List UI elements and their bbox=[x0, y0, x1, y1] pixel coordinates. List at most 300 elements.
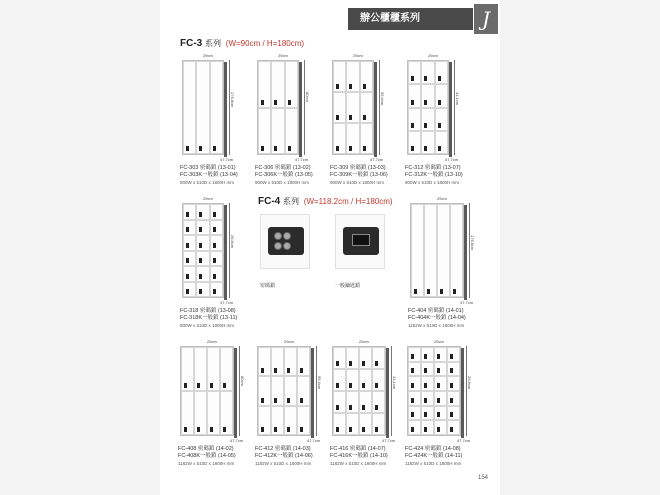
locker-door bbox=[258, 61, 271, 108]
model-combo-lock: FC-416 密碼鎖 (14-07) bbox=[330, 446, 386, 452]
locker-door bbox=[421, 362, 434, 377]
fc404-cabinet-body bbox=[410, 203, 464, 298]
model-dimensions: 1182W x 510D x 1800H mm bbox=[405, 461, 462, 466]
locker-door bbox=[450, 204, 463, 297]
model-dimensions: 1182W x 510D x 1800H mm bbox=[408, 323, 465, 328]
locker-door bbox=[333, 61, 346, 92]
lock-icon bbox=[336, 115, 339, 120]
model-combo-lock: FC-309 密碼鎖 (13-03) bbox=[330, 165, 386, 171]
locker-door bbox=[447, 420, 460, 435]
lock-icon bbox=[213, 212, 216, 217]
model-dimensions: 900W x 510D x 1800H mm bbox=[180, 323, 235, 328]
locker-door bbox=[183, 282, 196, 298]
lock-icon bbox=[199, 212, 202, 217]
lock-icon bbox=[186, 274, 189, 279]
locker-door bbox=[285, 61, 298, 108]
header bbox=[160, 0, 500, 39]
lock-icon bbox=[450, 383, 453, 388]
lock-icon bbox=[186, 258, 189, 263]
locker-door bbox=[346, 369, 359, 391]
fc412-caption bbox=[255, 446, 313, 467]
lock-icon bbox=[199, 146, 202, 151]
width-dimension-label: 29cm bbox=[207, 339, 217, 344]
locker-door bbox=[258, 406, 271, 435]
lock-icon bbox=[411, 398, 414, 403]
lock-icon bbox=[437, 383, 440, 388]
combo-lock-icon bbox=[268, 227, 304, 255]
model-key-lock: FC-318K一般鎖 (13-11) bbox=[180, 315, 238, 321]
locker-door bbox=[360, 61, 373, 92]
fc4-suffix: 系列 bbox=[283, 197, 300, 206]
locker-door bbox=[284, 347, 297, 376]
locker-door bbox=[435, 84, 448, 107]
lock-icon bbox=[411, 123, 414, 128]
fc309-caption bbox=[330, 165, 388, 186]
lock-icon bbox=[274, 146, 277, 151]
locker-door bbox=[435, 61, 448, 84]
model-dimensions: 900W x 510D x 1800H mm bbox=[255, 180, 310, 185]
locker-door bbox=[297, 406, 310, 435]
locker-door bbox=[196, 235, 209, 251]
lock-icon bbox=[184, 383, 187, 388]
lock-icon bbox=[210, 383, 213, 388]
lock-icon bbox=[437, 412, 440, 417]
lock-icon bbox=[450, 412, 453, 417]
lock-icon bbox=[362, 405, 365, 410]
lock-icon bbox=[274, 100, 277, 105]
lock-icon bbox=[424, 368, 427, 373]
lock-icon bbox=[424, 76, 427, 81]
height-dimension-label: 176.8cm bbox=[230, 91, 235, 107]
model-dimensions: 900W x 510D x 1800H mm bbox=[405, 180, 460, 185]
lock-icon bbox=[424, 398, 427, 403]
locker-door bbox=[271, 108, 284, 155]
lock-icon bbox=[336, 146, 339, 151]
depth-dimension-label: 47.7cm bbox=[445, 157, 459, 162]
model-dimensions: 900W x 510D x 1800H mm bbox=[330, 180, 385, 185]
width-dimension-label: 29cm bbox=[434, 339, 444, 344]
lock-icon bbox=[223, 383, 226, 388]
lock-icon bbox=[349, 361, 352, 366]
catalog-page bbox=[160, 0, 500, 495]
lock-icon bbox=[411, 383, 414, 388]
locker-door bbox=[421, 420, 434, 435]
locker-door bbox=[408, 376, 421, 391]
lock-icon bbox=[336, 84, 339, 89]
height-dimension-label: 55.4cm bbox=[317, 376, 322, 390]
lock-icon bbox=[274, 427, 277, 432]
locker-door bbox=[346, 347, 359, 369]
locker-door bbox=[447, 406, 460, 421]
locker-door bbox=[196, 204, 209, 220]
fc3-series-title bbox=[180, 38, 304, 49]
lock-icon bbox=[363, 84, 366, 89]
lock-icon bbox=[437, 398, 440, 403]
lock-icon bbox=[349, 84, 352, 89]
lock-icon bbox=[261, 146, 264, 151]
fc306-cabinet-body bbox=[257, 60, 299, 155]
fc318-cabinet-body bbox=[182, 203, 224, 298]
locker-door bbox=[424, 204, 437, 297]
lock-icon bbox=[375, 405, 378, 410]
depth-dimension-label: 47.7cm bbox=[370, 157, 384, 162]
lock-icon bbox=[287, 398, 290, 403]
lock-icon bbox=[411, 427, 414, 432]
lock-icon bbox=[213, 274, 216, 279]
locker-door bbox=[447, 376, 460, 391]
locker-door bbox=[437, 204, 450, 297]
lock-icon bbox=[288, 100, 291, 105]
lock-icon bbox=[375, 383, 378, 388]
lock-icon bbox=[349, 115, 352, 120]
lock-icon bbox=[336, 405, 339, 410]
lock-icon bbox=[287, 368, 290, 373]
locker-door bbox=[359, 413, 372, 435]
lock-icon bbox=[213, 227, 216, 232]
locker-door bbox=[181, 347, 194, 391]
locker-door bbox=[421, 406, 434, 421]
locker-door bbox=[372, 347, 385, 369]
lock-icon bbox=[427, 289, 430, 294]
height-dimension-label: 41.1cm bbox=[392, 376, 397, 390]
lock-icon bbox=[213, 243, 216, 248]
locker-door bbox=[360, 123, 373, 154]
lock-icon bbox=[261, 398, 264, 403]
lock-icon bbox=[411, 412, 414, 417]
locker-door bbox=[346, 61, 359, 92]
height-dimension-label: 176.8cm bbox=[470, 234, 475, 250]
locker-door bbox=[435, 108, 448, 131]
lock-icon bbox=[414, 289, 417, 294]
lock-icon bbox=[411, 76, 414, 81]
locker-door bbox=[183, 235, 196, 251]
locker-door bbox=[196, 282, 209, 298]
fc4-series-title bbox=[258, 196, 393, 207]
key-lock-icon bbox=[343, 227, 379, 255]
locker-door bbox=[346, 413, 359, 435]
locker-door bbox=[297, 347, 310, 376]
lock-icon bbox=[438, 123, 441, 128]
locker-door bbox=[447, 391, 460, 406]
depth-dimension-label: 47.7cm bbox=[382, 438, 396, 443]
lock-icon bbox=[362, 383, 365, 388]
height-dimension-label: 55.4cm bbox=[380, 91, 385, 105]
width-dimension-label: 29cm bbox=[359, 339, 369, 344]
lock-icon bbox=[440, 289, 443, 294]
lock-icon bbox=[223, 427, 226, 432]
section-logo: J bbox=[474, 4, 498, 34]
fc303-cabinet-body bbox=[182, 60, 224, 155]
lock-icon bbox=[375, 361, 378, 366]
key-lock-photo bbox=[335, 214, 385, 269]
fc416-cabinet-body bbox=[332, 346, 386, 436]
model-combo-lock: FC-306 密碼鎖 (13-02) bbox=[255, 165, 311, 171]
lock-icon bbox=[287, 427, 290, 432]
height-dimension-label: 80cm bbox=[240, 376, 245, 386]
locker-door bbox=[447, 362, 460, 377]
lock-icon bbox=[336, 427, 339, 432]
locker-door bbox=[183, 61, 196, 154]
locker-door bbox=[359, 347, 372, 369]
fc312-caption bbox=[405, 165, 463, 186]
lock-icon bbox=[424, 412, 427, 417]
locker-door bbox=[271, 61, 284, 108]
fc3-title: FC-3 bbox=[180, 38, 203, 49]
locker-door bbox=[421, 61, 434, 84]
lock-icon bbox=[336, 361, 339, 366]
locker-door bbox=[408, 362, 421, 377]
fc4-dims: (W=118.2cm / H=180cm) bbox=[303, 197, 393, 206]
locker-door bbox=[333, 347, 346, 369]
lock-icon bbox=[437, 427, 440, 432]
lock-icon bbox=[186, 289, 189, 294]
locker-door bbox=[284, 376, 297, 405]
depth-dimension-label: 47.7cm bbox=[295, 157, 309, 162]
locker-door bbox=[271, 376, 284, 405]
lock-icon bbox=[213, 146, 216, 151]
lock-icon bbox=[437, 368, 440, 373]
lock-icon bbox=[300, 368, 303, 373]
lock-icon bbox=[437, 354, 440, 359]
locker-door bbox=[210, 235, 223, 251]
locker-door bbox=[196, 251, 209, 267]
lock-icon bbox=[300, 398, 303, 403]
locker-door bbox=[333, 391, 346, 413]
lock-icon bbox=[349, 427, 352, 432]
locker-door bbox=[183, 220, 196, 236]
locker-door bbox=[359, 369, 372, 391]
lock-icon bbox=[186, 212, 189, 217]
lock-icon bbox=[186, 227, 189, 232]
lock-icon bbox=[186, 243, 189, 248]
model-key-lock: FC-303K一般鎖 (13-04) bbox=[180, 172, 238, 178]
lock-icon bbox=[411, 368, 414, 373]
lock-icon bbox=[424, 100, 427, 105]
lock-icon bbox=[213, 289, 216, 294]
width-dimension-label: 29cm bbox=[278, 53, 288, 58]
lock-icon bbox=[450, 354, 453, 359]
locker-door bbox=[183, 204, 196, 220]
lock-icon bbox=[450, 368, 453, 373]
locker-door bbox=[408, 391, 421, 406]
locker-door bbox=[183, 266, 196, 282]
locker-door bbox=[421, 347, 434, 362]
locker-door bbox=[421, 391, 434, 406]
model-key-lock: FC-312K一般鎖 (13-10) bbox=[405, 172, 463, 178]
model-combo-lock: FC-408 密碼鎖 (14-02) bbox=[178, 446, 234, 452]
height-dimension-label: 26.8cm bbox=[230, 234, 235, 248]
model-dimensions: 1182W x 510D x 1800H mm bbox=[255, 461, 312, 466]
locker-door bbox=[434, 347, 447, 362]
lock-icon bbox=[453, 289, 456, 294]
locker-door bbox=[333, 123, 346, 154]
locker-door bbox=[333, 413, 346, 435]
lock-icon bbox=[375, 427, 378, 432]
locker-door bbox=[207, 347, 220, 391]
width-dimension-label: 29cm bbox=[203, 196, 213, 201]
lock-icon bbox=[288, 146, 291, 151]
lock-icon bbox=[438, 76, 441, 81]
height-dimension-label: 26.8cm bbox=[467, 376, 472, 390]
locker-door bbox=[421, 108, 434, 131]
lock-icon bbox=[199, 289, 202, 294]
model-key-lock: FC-408K一般鎖 (14-05) bbox=[178, 453, 236, 459]
locker-door bbox=[434, 406, 447, 421]
locker-door bbox=[196, 266, 209, 282]
lock-icon bbox=[424, 354, 427, 359]
locker-door bbox=[346, 123, 359, 154]
lock-icon bbox=[199, 227, 202, 232]
height-dimension-label: 41.1cm bbox=[455, 91, 460, 105]
locker-door bbox=[284, 406, 297, 435]
locker-door bbox=[333, 92, 346, 123]
lock-icon bbox=[261, 100, 264, 105]
locker-door bbox=[421, 376, 434, 391]
lock-icon bbox=[450, 398, 453, 403]
model-combo-lock: FC-318 密碼鎖 (13-08) bbox=[180, 308, 236, 314]
depth-dimension-label: 47.7cm bbox=[460, 300, 474, 305]
lock-icon bbox=[199, 243, 202, 248]
lock-icon bbox=[411, 146, 414, 151]
lock-icon bbox=[411, 354, 414, 359]
fc424-caption bbox=[405, 446, 462, 467]
page-number: 154 bbox=[477, 475, 488, 481]
lock-icon bbox=[184, 427, 187, 432]
depth-dimension-label: 47.7cm bbox=[307, 438, 321, 443]
lock-icon bbox=[438, 146, 441, 151]
combo-lock-photo bbox=[260, 214, 310, 269]
locker-door bbox=[408, 420, 421, 435]
lock-icon bbox=[349, 383, 352, 388]
locker-door bbox=[183, 251, 196, 267]
model-dimensions: 1182W x 510D x 1800H mm bbox=[178, 461, 235, 466]
lock-icon bbox=[274, 368, 277, 373]
locker-door bbox=[210, 266, 223, 282]
lock-icon bbox=[336, 383, 339, 388]
locker-door bbox=[210, 61, 223, 154]
locker-door bbox=[408, 108, 421, 131]
locker-door bbox=[408, 131, 421, 154]
locker-door bbox=[210, 204, 223, 220]
locker-door bbox=[297, 376, 310, 405]
lock-icon bbox=[261, 368, 264, 373]
fc3-dims: (W=90cm / H=180cm) bbox=[225, 39, 305, 48]
fc306-caption bbox=[255, 165, 313, 186]
fc404-caption bbox=[408, 308, 466, 329]
fc416-caption bbox=[330, 446, 388, 467]
depth-dimension-label: 47.7cm bbox=[220, 157, 234, 162]
locker-door bbox=[408, 61, 421, 84]
locker-door bbox=[196, 220, 209, 236]
locker-door bbox=[220, 391, 233, 435]
lock-icon bbox=[186, 146, 189, 151]
width-dimension-label: 29cm bbox=[428, 53, 438, 58]
locker-door bbox=[346, 391, 359, 413]
lock-icon bbox=[197, 383, 200, 388]
model-dimensions: 1182W x 510D x 1800H mm bbox=[330, 461, 387, 466]
locker-door bbox=[411, 204, 424, 297]
lock-icon bbox=[362, 427, 365, 432]
model-key-lock: FC-306K一般鎖 (13-05) bbox=[255, 172, 313, 178]
locker-door bbox=[207, 391, 220, 435]
lock-icon bbox=[349, 405, 352, 410]
locker-door bbox=[434, 391, 447, 406]
combo-lock-label: 密碼鎖 bbox=[260, 283, 276, 289]
locker-door bbox=[210, 282, 223, 298]
locker-door bbox=[271, 347, 284, 376]
model-key-lock: FC-424K一般鎖 (14-11) bbox=[405, 453, 463, 459]
lock-icon bbox=[274, 398, 277, 403]
locker-door bbox=[333, 369, 346, 391]
locker-door bbox=[447, 347, 460, 362]
locker-door bbox=[194, 347, 207, 391]
model-combo-lock: FC-412 密碼鎖 (14-03) bbox=[255, 446, 311, 452]
fc408-caption bbox=[178, 446, 236, 467]
locker-door bbox=[434, 420, 447, 435]
fc318-caption bbox=[180, 308, 237, 329]
model-combo-lock: FC-303 密碼鎖 (13-01) bbox=[180, 165, 236, 171]
model-key-lock: FC-404K一般鎖 (14-04) bbox=[408, 315, 466, 321]
lock-icon bbox=[349, 146, 352, 151]
lock-icon bbox=[424, 427, 427, 432]
locker-door bbox=[194, 391, 207, 435]
locker-door bbox=[408, 347, 421, 362]
lock-icon bbox=[450, 427, 453, 432]
locker-door bbox=[210, 251, 223, 267]
locker-door bbox=[271, 406, 284, 435]
fc424-cabinet-body bbox=[407, 346, 461, 436]
locker-door bbox=[421, 84, 434, 107]
lock-icon bbox=[261, 427, 264, 432]
lock-icon bbox=[210, 427, 213, 432]
width-dimension-label: 29cm bbox=[284, 339, 294, 344]
depth-dimension-label: 47.7cm bbox=[230, 438, 244, 443]
locker-door bbox=[421, 131, 434, 154]
model-key-lock: FC-416K一般鎖 (14-10) bbox=[330, 453, 388, 459]
fc303-caption bbox=[180, 165, 238, 186]
locker-door bbox=[372, 391, 385, 413]
locker-door bbox=[408, 84, 421, 107]
depth-dimension-label: 47.7cm bbox=[457, 438, 471, 443]
width-dimension-label: 29cm bbox=[203, 53, 213, 58]
lock-icon bbox=[300, 427, 303, 432]
locker-door bbox=[285, 108, 298, 155]
locker-door bbox=[408, 406, 421, 421]
model-key-lock: FC-412K一般鎖 (14-06) bbox=[255, 453, 313, 459]
locker-door bbox=[434, 362, 447, 377]
fc309-cabinet-body bbox=[332, 60, 374, 155]
locker-door bbox=[220, 347, 233, 391]
locker-door bbox=[181, 391, 194, 435]
model-combo-lock: FC-404 密碼鎖 (14-01) bbox=[408, 308, 464, 314]
locker-door bbox=[346, 92, 359, 123]
lock-icon bbox=[362, 361, 365, 366]
key-lock-label: 一般鑰匙鎖 bbox=[335, 283, 361, 289]
locker-door bbox=[196, 61, 209, 154]
lock-icon bbox=[363, 115, 366, 120]
locker-door bbox=[258, 108, 271, 155]
lock-icon bbox=[424, 123, 427, 128]
locker-door bbox=[210, 220, 223, 236]
lock-icon bbox=[438, 100, 441, 105]
locker-door bbox=[258, 376, 271, 405]
lock-icon bbox=[363, 146, 366, 151]
width-dimension-label: 29cm bbox=[353, 53, 363, 58]
fc4-title: FC-4 bbox=[258, 196, 281, 207]
locker-door bbox=[372, 369, 385, 391]
locker-door bbox=[372, 413, 385, 435]
model-combo-lock: FC-312 密碼鎖 (13-07) bbox=[405, 165, 461, 171]
